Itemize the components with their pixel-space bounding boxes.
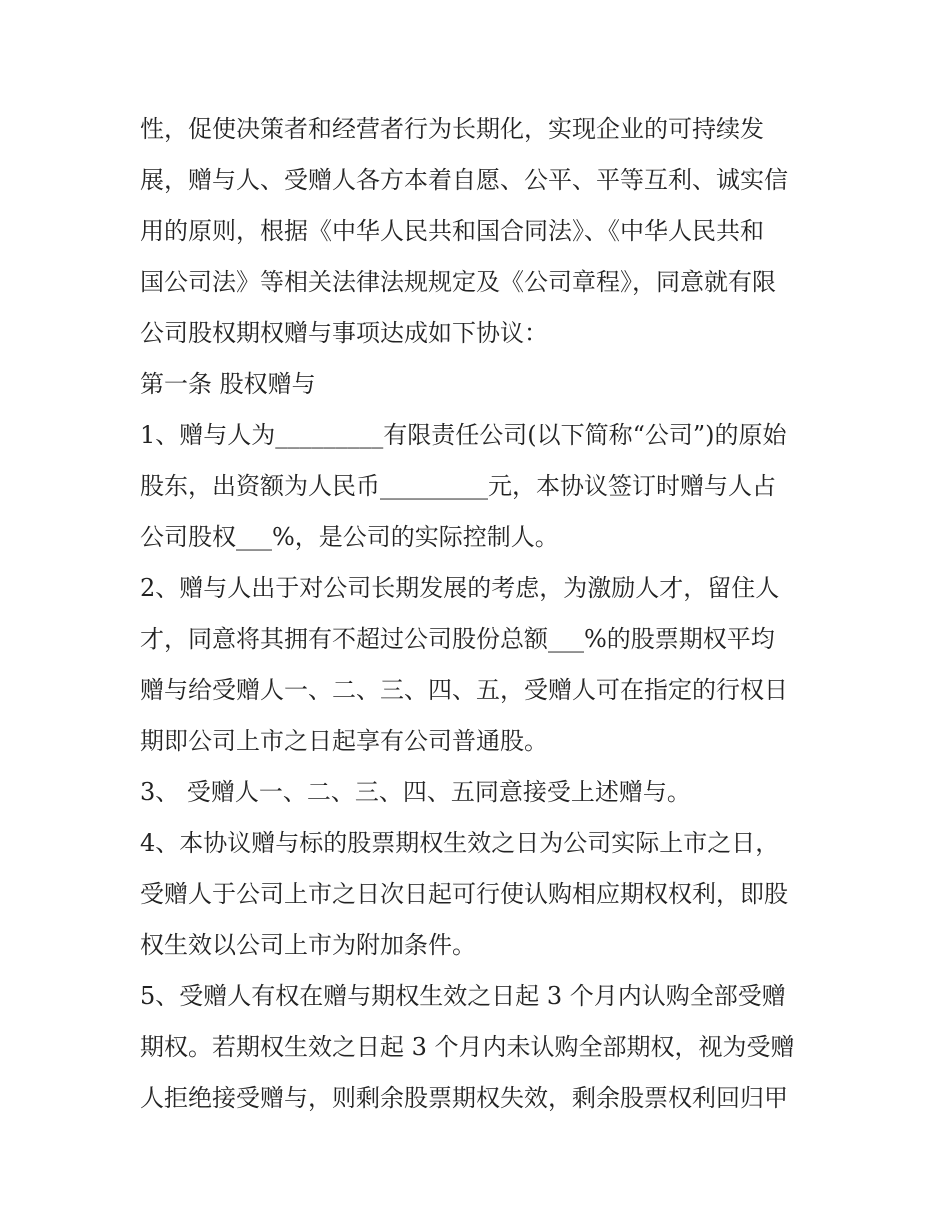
text-line-4: 国公司法》等相关法律法规规定及《公司章程》，同意就有限 (140, 268, 776, 296)
text-line-20: 人拒绝接受赠与，则剩余股票期权失效，剩余股票权利回归甲 (140, 1084, 788, 1112)
text-line-10: 2、赠与人出于对公司长期发展的考虑，为激励人才，留住人 (140, 574, 780, 602)
text-line-12: 赠与给受赠人一、二、三、四、五，受赠人可在指定的行权日 (140, 676, 788, 704)
text-line-13: 期即公司上市之日起享有公司普通股。 (140, 727, 548, 755)
text-line-1: 性，促使决策者和经营者行为长期化，实现企业的可持续发 (140, 115, 764, 143)
text-line-15: 4、本协议赠与标的股票期权生效之日为公司实际上市之日， (140, 829, 780, 857)
document-body (140, 104, 820, 1124)
text-line-3: 用的原则，根据《中华人民共和国合同法》、《中华人民共和 (140, 217, 764, 245)
text-line-8: 股东，出资额为人民币_________元，本协议签订时赠与人占 (140, 472, 776, 500)
text-line-5: 公司股权期权赠与事项达成如下协议： (140, 319, 548, 347)
text-line-17: 权生效以公司上市为附加条件。 (140, 931, 476, 959)
text-line-7: 1、赠与人为_________有限责任公司(以下简称“公司”)的原始 (140, 421, 787, 449)
text-line-9: 公司股权___%，是公司的实际控制人。 (140, 523, 559, 551)
text-line-18: 5、受赠人有权在赠与期权生效之日起 3 个月内认购全部受赠 (140, 982, 786, 1010)
text-line-16: 受赠人于公司上市之日次日起可行使认购相应期权权利，即股 (140, 880, 788, 908)
text-line-11: 才，同意将其拥有不超过公司股份总额___%的股票期权平均 (140, 625, 775, 653)
section-heading: 第一条 股权赠与 (140, 370, 316, 398)
text-line-14: 3、 受赠人一、二、三、四、五同意接受上述赠与。 (140, 778, 691, 806)
text-line-2: 展，赠与人、受赠人各方本着自愿、公平、平等互利、诚实信 (140, 166, 788, 194)
text-line-19: 期权。若期权生效之日起 3 个月内未认购全部期权，视为受赠 (140, 1033, 795, 1061)
